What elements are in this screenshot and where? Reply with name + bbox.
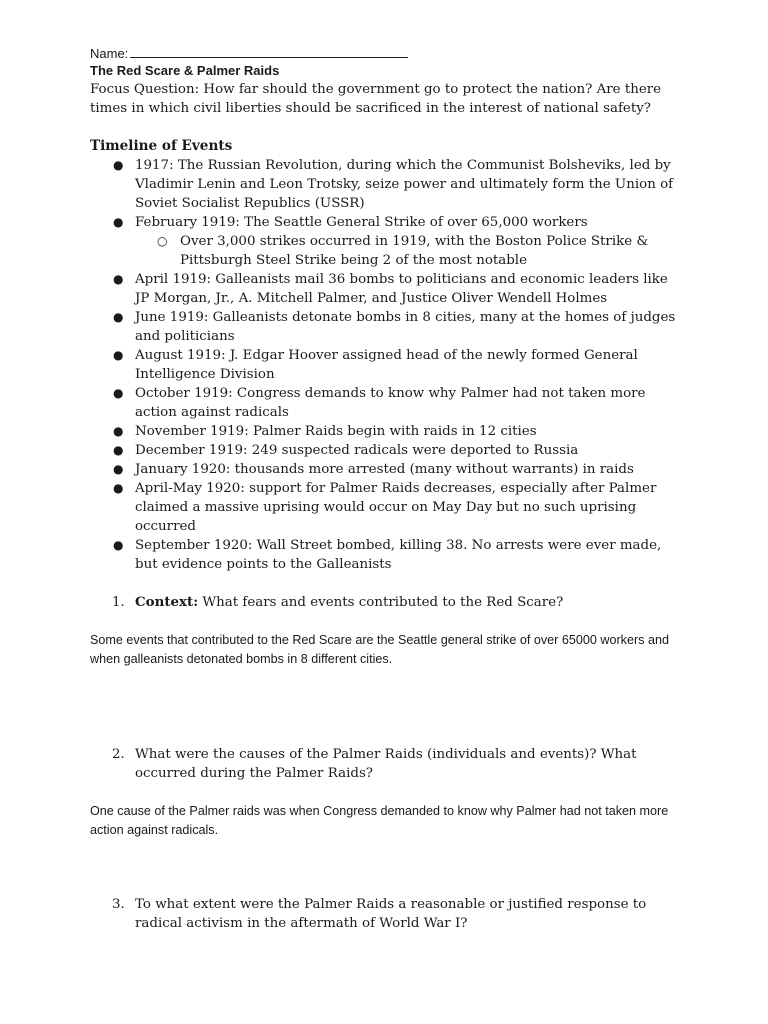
bullet-icon: ● — [113, 272, 124, 286]
bullet-icon: ● — [113, 215, 124, 229]
timeline-item — [90, 156, 680, 213]
bullet-icon: ● — [113, 386, 124, 400]
bullet-icon: ● — [113, 538, 124, 552]
bullet-icon: ● — [113, 424, 124, 438]
timeline-subitem-text: Over 3,000 strikes occurred in 1919, with the Boston Police Strike & Pittsburgh Steel Strike being 2 of the most notable — [180, 234, 649, 268]
timeline-item — [90, 308, 680, 346]
bullet-icon: ● — [113, 158, 124, 172]
bullet-icon: ● — [113, 481, 124, 495]
timeline-item-text: April-May 1920: support for Palmer Raids decreases, especially after Palmer claimed a massive uprising would occur on May Day but no such uprising occurred — [135, 481, 657, 534]
timeline-item-text: November 1919: Palmer Raids begin with raids in 12 cities — [135, 424, 537, 439]
question-label: Context: — [135, 594, 199, 610]
timeline-item — [90, 536, 680, 574]
question-text: What were the causes of the Palmer Raids (individuals and events)? What occurred during the Palmer Raids? — [135, 747, 637, 781]
timeline-item — [90, 346, 680, 384]
timeline-item-text: April 1919: Galleanists mail 36 bombs to politicians and economic leaders like JP Morgan, Jr., A. Mitchell Palmer, and Justice Oliver Wendell Holmes — [135, 272, 668, 306]
timeline-item — [90, 213, 680, 270]
question-text: To what extent were the Palmer Raids a reasonable or justified response to radical activism in the aftermath of World War I? — [135, 897, 647, 931]
question-1 — [90, 593, 680, 612]
timeline-heading: Timeline of Events — [90, 138, 233, 154]
timeline-item — [90, 384, 680, 422]
bullet-icon: ● — [113, 462, 124, 476]
timeline-item — [90, 422, 680, 441]
bullet-icon: ● — [113, 310, 124, 324]
question-2 — [90, 745, 680, 783]
bullet-icon: ● — [113, 348, 124, 362]
timeline-item-text: October 1919: Congress demands to know why Palmer had not taken more action against radicals — [135, 386, 646, 420]
timeline-sublist — [135, 232, 680, 270]
timeline-item — [90, 460, 680, 479]
question-text: What fears and events contributed to the Red Scare? — [198, 595, 564, 610]
bullet-icon: ● — [113, 443, 124, 457]
timeline-item-text: September 1920: Wall Street bombed, killing 38. No arrests were ever made, but evidence points to the Galleanists — [135, 538, 662, 572]
name-label: Name: — [90, 46, 129, 61]
timeline-item-text: August 1919: J. Edgar Hoover assigned head of the newly formed General Intelligence Division — [135, 348, 638, 382]
focus-question: Focus Question: How far should the government go to protect the nation? Are there times in which civil liberties should be sacrificed in the interest of national safety? — [90, 82, 662, 116]
worksheet-page — [90, 44, 690, 933]
hollow-bullet-icon: ○ — [157, 234, 168, 248]
timeline-item-text: January 1920: thousands more arrested (many without warrants) in raids — [135, 462, 634, 477]
timeline-item-text: 1917: The Russian Revolution, during which the Communist Bolsheviks, led by Vladimir Lenin and Leon Trotsky, seize power and ultimately form the Union of Soviet Socialist Republics (USSR) — [135, 158, 674, 211]
question-number: 3. — [112, 897, 125, 912]
timeline-item — [90, 441, 680, 460]
timeline-item — [90, 479, 680, 536]
timeline-item — [90, 270, 680, 308]
timeline-item-text: February 1919: The Seattle General Strike of over 65,000 workers — [135, 215, 588, 230]
question-3 — [90, 895, 680, 933]
document-title: The Red Scare & Palmer Raids — [90, 63, 280, 78]
timeline-list — [90, 156, 690, 574]
name-line — [90, 44, 690, 62]
answer-2[interactable]: One cause of the Palmer raids was when Congress demanded to know why Palmer had not taken more action against radicals. — [90, 804, 669, 837]
timeline-subitem — [135, 232, 680, 270]
answer-1[interactable]: Some events that contributed to the Red Scare are the Seattle general strike of over 65000 workers and when galleanists detonated bombs in 8 different cities. — [90, 633, 669, 666]
timeline-item-text: June 1919: Galleanists detonate bombs in 8 cities, many at the homes of judges and politicians — [135, 310, 676, 344]
question-number: 1. — [112, 595, 125, 610]
timeline-item-text: December 1919: 249 suspected radicals were deported to Russia — [135, 443, 579, 458]
name-blank-line — [130, 44, 408, 58]
question-number: 2. — [112, 747, 125, 762]
